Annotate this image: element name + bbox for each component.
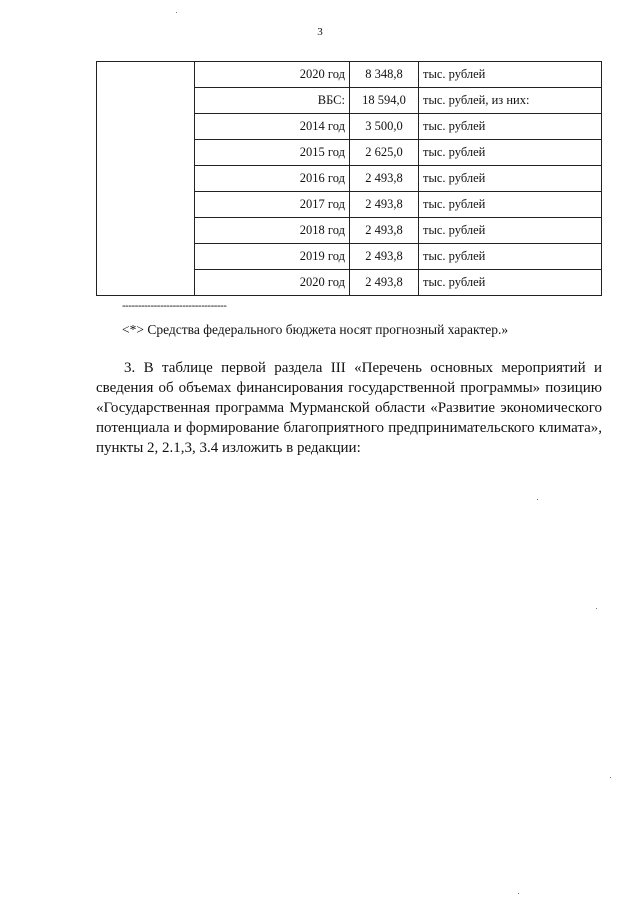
footnote-divider: --------------------------------- (122, 300, 227, 312)
page-number: 3 (317, 26, 323, 38)
unit-cell: тыс. рублей (419, 114, 602, 140)
scan-speck (596, 608, 597, 609)
footnote-text: <*> Средства федерального бюджета носят прогнозный характер.» (122, 322, 509, 337)
year-cell: 2020 год (195, 62, 350, 88)
year-cell: 2016 год (195, 166, 350, 192)
unit-cell: тыс. рублей, из них: (419, 88, 602, 114)
empty-label-cell (97, 62, 195, 296)
year-cell: 2014 год (195, 114, 350, 140)
table-row (97, 62, 602, 88)
unit-cell: тыс. рублей (419, 270, 602, 296)
value-cell: 2 493,8 (350, 166, 419, 192)
scan-speck (610, 777, 611, 778)
value-cell: 8 348,8 (350, 62, 419, 88)
year-cell: 2018 год (195, 218, 350, 244)
unit-cell: тыс. рублей (419, 192, 602, 218)
budget-table (96, 61, 602, 296)
unit-cell: тыс. рублей (419, 218, 602, 244)
value-cell: 2 493,8 (350, 244, 419, 270)
value-cell: 2 625,0 (350, 140, 419, 166)
unit-cell: тыс. рублей (419, 166, 602, 192)
value-cell: 2 493,8 (350, 218, 419, 244)
value-cell: 3 500,0 (350, 114, 419, 140)
unit-cell: тыс. рублей (419, 140, 602, 166)
year-cell: 2019 год (195, 244, 350, 270)
amendment-paragraph: 3. В таблице первой раздела III «Перечень основных мероприятий и сведения об объемах финансирования государственной программы» позицию «Государственная программа Мурманской области «Развитие экономического потенциала и формирование благоприятного предпринимательского климата», пункты 2, 2.1,3, 3.4 изложить в редакции: (96, 360, 602, 456)
unit-cell: тыс. рублей (419, 62, 602, 88)
unit-cell: тыс. рублей (419, 244, 602, 270)
value-cell: 2 493,8 (350, 270, 419, 296)
value-cell: 18 594,0 (350, 88, 419, 114)
year-cell: 2015 год (195, 140, 350, 166)
scan-speck (518, 893, 519, 894)
scan-speck (176, 12, 177, 13)
scan-speck (537, 499, 538, 500)
year-cell: 2017 год (195, 192, 350, 218)
value-cell: 2 493,8 (350, 192, 419, 218)
year-cell: 2020 год (195, 270, 350, 296)
year-cell: ВБС: (195, 88, 350, 114)
